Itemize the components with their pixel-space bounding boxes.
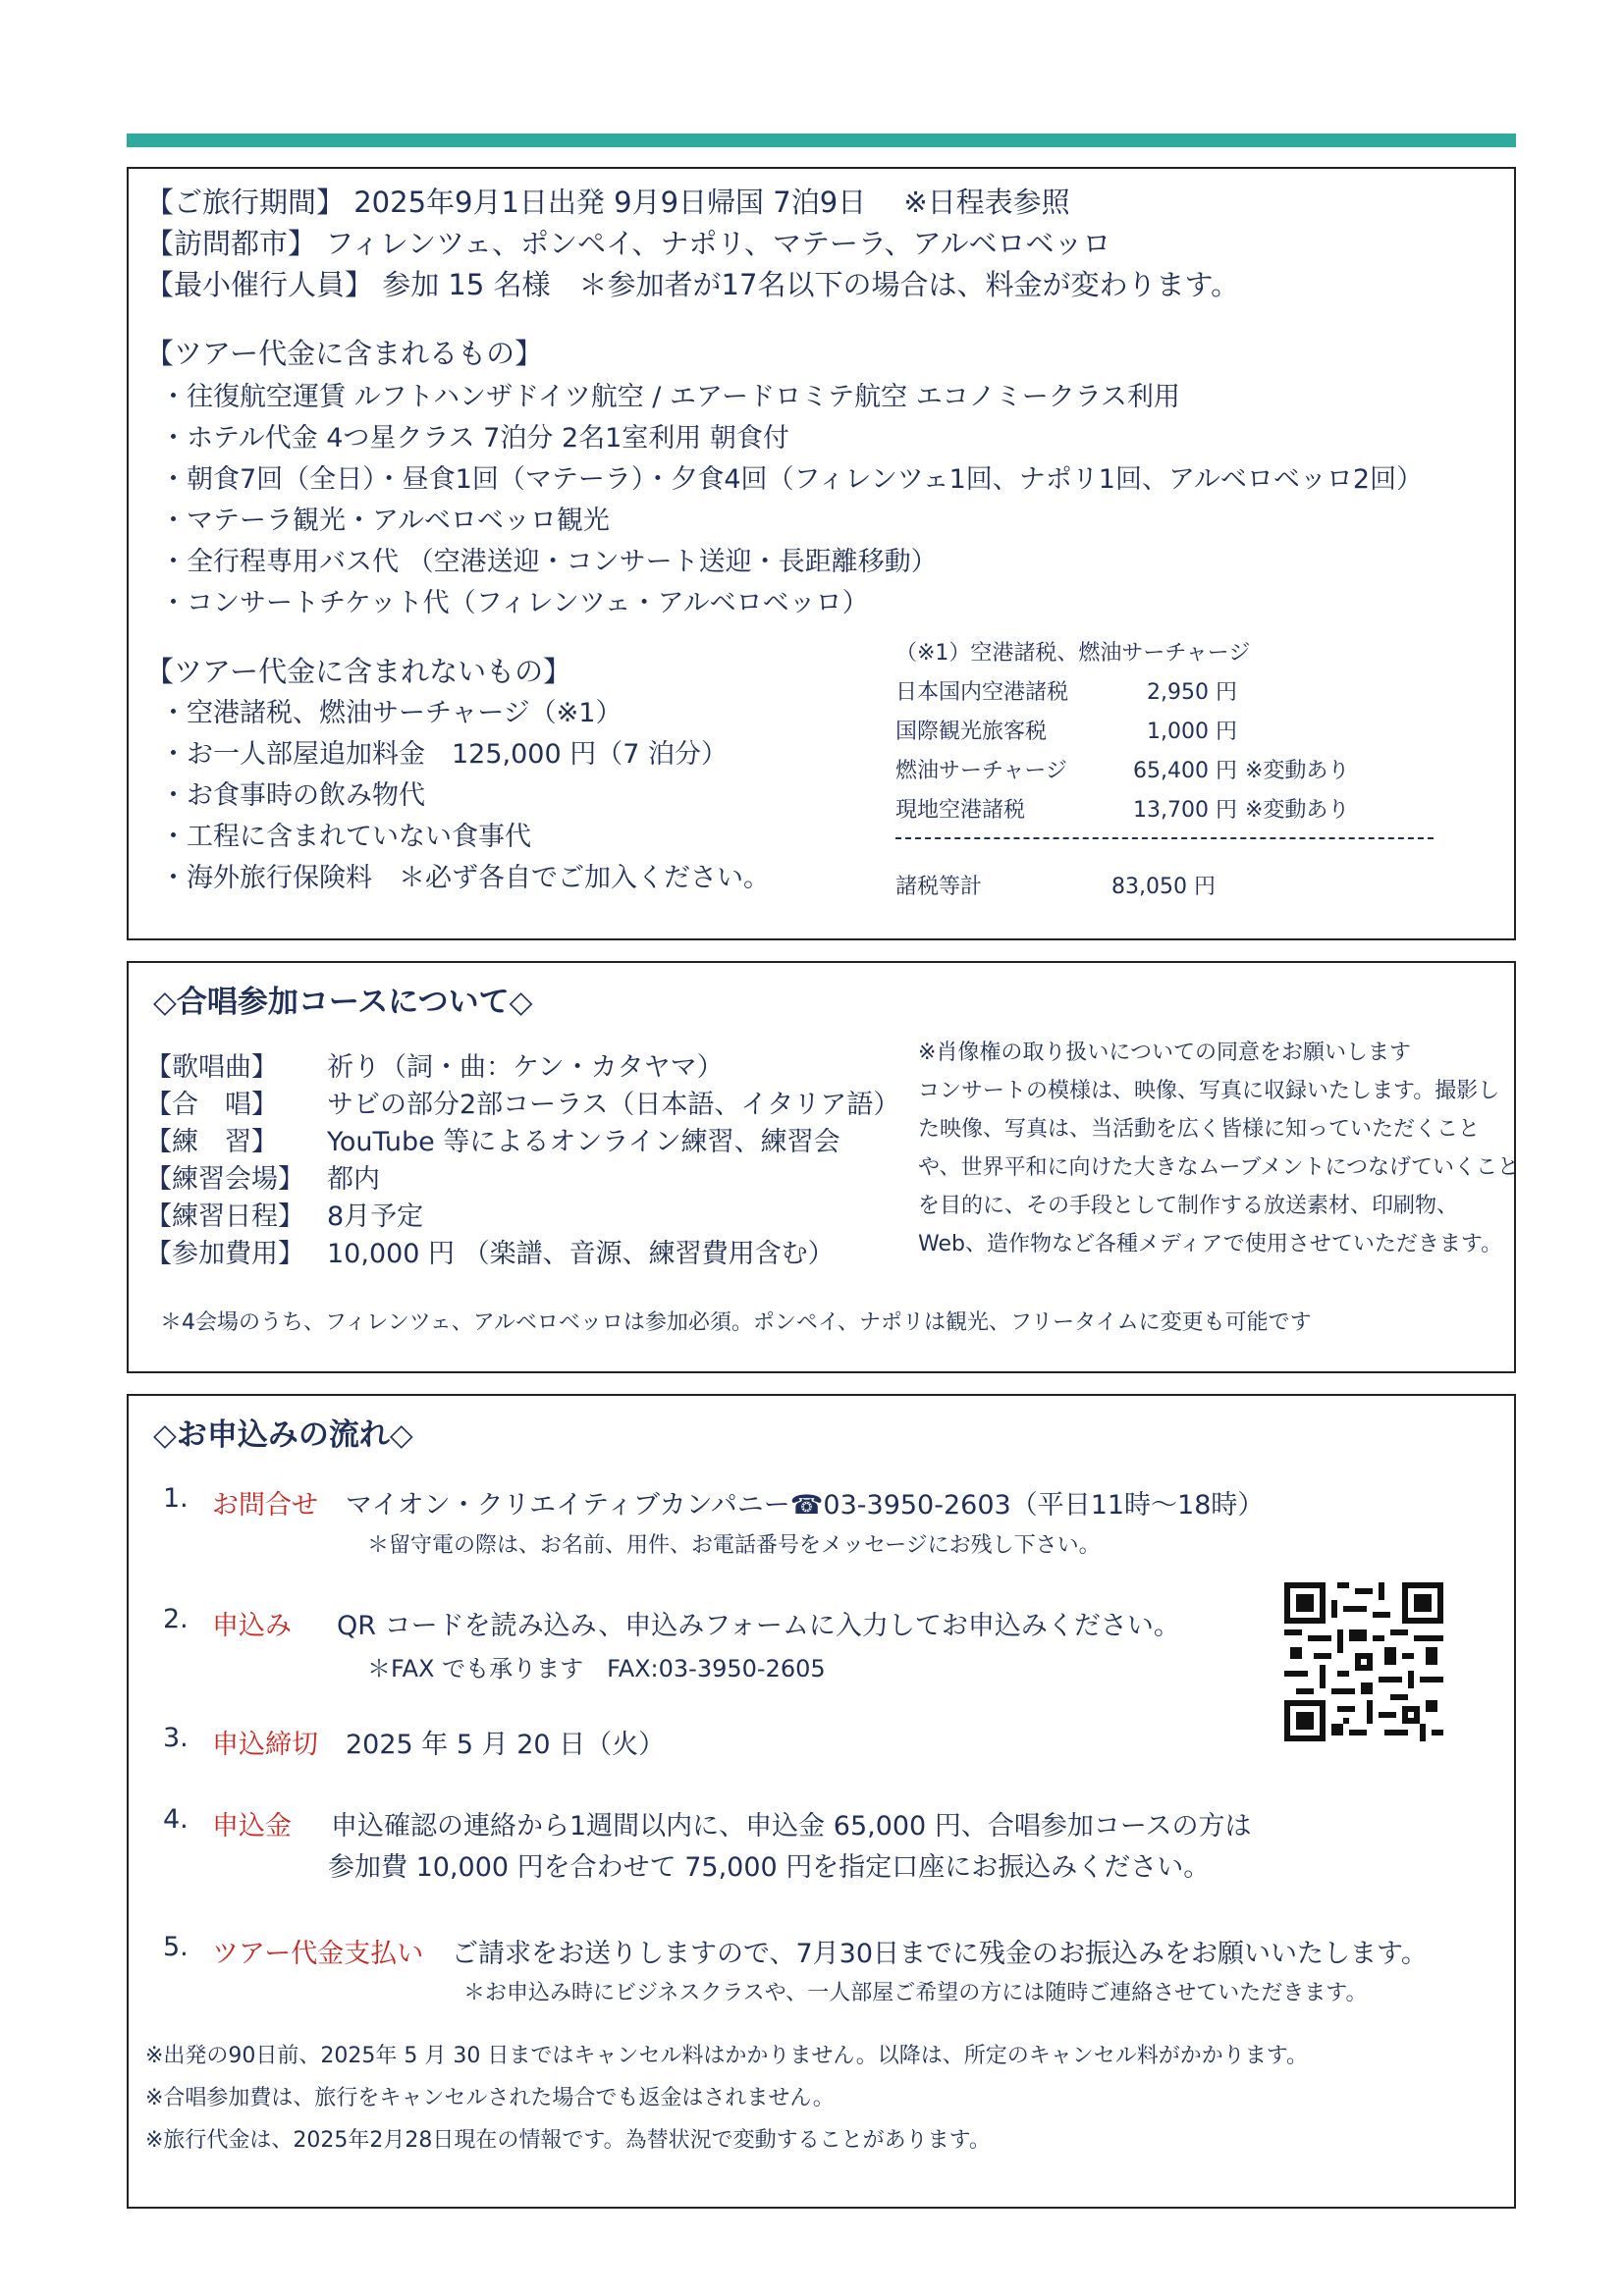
flow-note: ※出発の90日前、2025年 5 月 30 日まではキャンセル料はかかりません。以降は、所定のキャンセル料がかかります。 [145,2044,1308,2068]
choir-label: 【練習日程】 [145,1201,304,1232]
step-number: 1. [163,1483,189,1514]
step-label: ツアー代金支払い [212,1939,424,1969]
tax-amount: 65,400 円 [1133,759,1237,783]
step-text: 2025 年 5 月 20 日（火） [346,1730,666,1760]
tax-divider [895,837,1434,839]
included-item: ・往復航空運賃 ルフトハンザドイツ航空 / エアードロミテ航空 エコノミークラス利用 [160,382,1180,412]
choir-label: 【歌唱曲】 [145,1052,278,1083]
visit-cities: 【訪問都市】 フィレンツェ、ポンペイ、ナポリ、マテーラ、アルベロベッロ [145,227,1111,260]
tax-note: ※変動あり [1245,759,1350,783]
included-heading: 【ツアー代金に含まれるもの】 [145,337,544,370]
portrait-rights-note: ※肖像権の取り扱いについての同意をお願いします [918,1041,1411,1065]
tax-note: ※変動あり [1245,798,1350,823]
tax-label: 日本国内空港諸税 [895,680,1069,705]
excluded-item: ・海外旅行保険料 ＊必ず各自でご加入ください。 [160,863,770,893]
choir-label: 【練習会場】 [145,1164,304,1195]
portrait-rights-note: を目的に、その手段として制作する放送素材、印刷物、 [918,1194,1459,1218]
included-item: ・ホテル代金 4つ星クラス 7泊分 2名1室利用 朝食付 [160,423,789,454]
tax-label: 燃油サーチャージ [895,759,1067,783]
portrait-rights-note: コンサートの模様は、映像、写真に収録いたします。撮影し [918,1079,1500,1103]
excluded-heading: 【ツアー代金に含まれないもの】 [145,655,572,688]
included-item: ・朝食7回（全日）・昼食1回（マテーラ）・夕食4回（フィレンツェ1回、ナポリ1回、アルベロベッロ2回） [160,464,1424,495]
tax-amount: 1,000 円 [1147,720,1237,744]
minimum-participants: 【最小催行人員】 参加 15 名様 ＊参加者が17名以下の場合は、料金が変わります。 [145,268,1240,301]
step-label: お問合せ [212,1490,318,1521]
excluded-item: ・工程に含まれていない食事代 [160,822,531,852]
portrait-rights-note: Web、造作物など各種メディアで使用させていただきます。 [918,1232,1503,1256]
step-number: 5. [163,1932,189,1962]
choir-value: 10,000 円 （楽譜、音源、練習費用含む） [327,1239,835,1269]
excluded-item: ・お一人部屋追加料金 125,000 円（7 泊分） [160,739,728,770]
excluded-item: ・空港諸税、燃油サーチャージ（※1） [160,698,623,728]
tax-total-amount: 83,050 円 [1111,875,1216,899]
step-subtext: ＊留守電の際は、お名前、用件、お電話番号をメッセージにお残し下さい。 [367,1533,1101,1558]
step-text: 申込確認の連絡から1週間以内に、申込金 65,000 円、合唱参加コースの方は [331,1811,1252,1842]
step-label: 申込締切 [212,1730,318,1760]
included-item: ・マテーラ観光・アルベロベッロ観光 [160,506,610,536]
tax-amount: 13,700 円 [1133,798,1237,823]
choir-value: サビの部分2部コーラス（日本語、イタリア語） [327,1090,900,1120]
choir-footnote: ＊4会場のうち、フィレンツェ、アルベロベッロは参加必須。ポンペイ、ナポリは観光、フリータイムに変更も可能です [160,1310,1312,1335]
choir-label: 【合 唱】 [145,1090,278,1120]
step-text: ご請求をお送りしますので、7月30日までに残金のお振込みをお願いいたします。 [452,1939,1428,1969]
flow-note: ※旅行代金は、2025年2月28日現在の情報です。為替状況で変動することがあります。 [145,2128,991,2153]
choir-section-title: ◇合唱参加コースについて◇ [153,985,533,1020]
step-number: 2. [163,1604,189,1634]
step-number: 3. [163,1723,189,1753]
step-number: 4. [163,1804,189,1835]
portrait-rights-note: や、世界平和に向けた大きなムーブメントにつなげていくこと [918,1155,1520,1180]
choir-value: 8月予定 [327,1201,424,1232]
included-item: ・コンサートチケット代（フィレンツェ・アルベロベッロ） [160,588,869,618]
choir-value: 祈り（詞・曲：ケン・カタヤマ） [327,1052,724,1083]
flow-section-title: ◇お申込みの流れ◇ [153,1417,413,1453]
step-label: 申込金 [212,1811,292,1842]
tax-label: 現地空港諸税 [895,798,1026,823]
tax-amount: 2,950 円 [1147,680,1237,705]
tax-label: 国際観光旅客税 [895,720,1048,744]
flow-note: ※合唱参加費は、旅行をキャンセルされた場合でも返金はされません。 [145,2086,835,2110]
top-accent-bar [127,133,1516,147]
choir-value: 都内 [327,1164,380,1195]
choir-value: YouTube 等によるオンライン練習、練習会 [327,1127,840,1157]
qr-code-icon[interactable] [1284,1582,1443,1741]
included-item: ・全行程専用バス代 （空港送迎・コンサート送迎・長距離移動） [160,547,938,577]
portrait-rights-note: た映像、写真は、当活動を広く皆様に知っていただくこと [918,1117,1481,1142]
step-text: マイオン・クリエイティブカンパニー☎03-3950-2603（平日11時～18時） [346,1490,1265,1521]
step-label: 申込み [212,1611,292,1641]
tax-heading: （※1）空港諸税、燃油サーチャージ [895,641,1251,666]
step-subtext: ＊FAX でも承ります FAX:03-3950-2605 [367,1655,826,1682]
travel-period: 【ご旅行期間】 2025年9月1日出発 9月9日帰国 7泊9日 ※日程表参照 [145,186,1070,219]
tax-total-label: 諸税等計 [895,875,983,899]
step-subtext: ＊お申込み時にビジネスクラスや、一人部屋ご希望の方には随時ご連絡させていただきます。 [463,1981,1368,2005]
choir-label: 【参加費用】 [145,1239,304,1269]
excluded-item: ・お食事時の飲み物代 [160,780,425,811]
step-subtext: 参加費 10,000 円を合わせて 75,000 円を指定口座にお振込みください。 [328,1852,1211,1883]
step-text: QR コードを読み込み、申込みフォームに入力してお申込みください。 [337,1611,1180,1641]
choir-label: 【練 習】 [145,1127,278,1157]
